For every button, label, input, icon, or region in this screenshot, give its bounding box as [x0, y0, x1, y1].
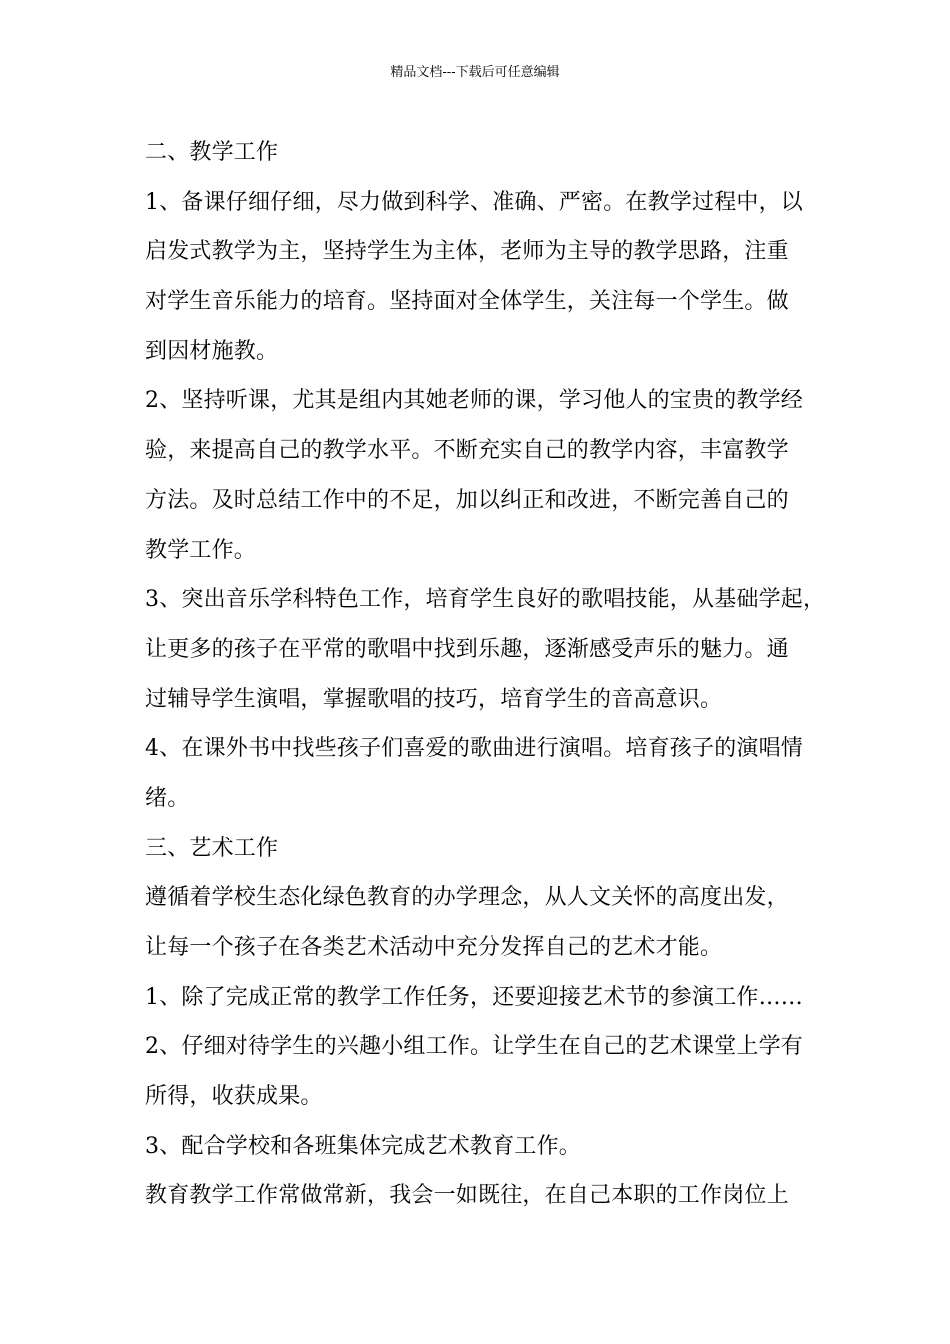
section-heading-teaching: 二、教学工作 — [145, 140, 279, 165]
paragraph-line: 1、除了完成正常的教学工作任务，还要迎接艺术节的参演工作…… — [145, 984, 803, 1010]
paragraph-line: 遵循着学校生态化绿色教育的办学理念，从人文关怀的高度出发， — [145, 885, 789, 911]
paragraph-line: 绪。 — [145, 785, 190, 811]
page-header: 精品文档---下载后可任意编辑 — [390, 65, 560, 80]
paragraph-line: 让每一个孩子在各类艺术活动中充分发挥自己的艺术才能。 — [145, 935, 723, 960]
paragraph-line: 所得，收获成果。 — [145, 1084, 323, 1110]
paragraph-line: 到因材施教。 — [145, 338, 279, 364]
paragraph-line: 验，来提高自己的教学水平。不断充实自己的教学内容，丰富教学 — [145, 438, 789, 464]
paragraph-line: 过辅导学生演唱，掌握歌唱的技巧，培育学生的音高意识。 — [145, 686, 723, 712]
document-body — [145, 128, 826, 1221]
paragraph-line: 教学工作。 — [145, 537, 257, 563]
paragraph-line: 教育教学工作常做常新，我会一如既往，在自己本职的工作岗位上 — [145, 1183, 789, 1209]
paragraph-line: 2、仔细对待学生的兴趣小组工作。让学生在自己的艺术课堂上学有 — [145, 1034, 803, 1060]
paragraph-line: 启发式教学为主，坚持学生为主体，老师为主导的教学思路，注重 — [145, 239, 789, 265]
section-heading-art: 三、艺术工作 — [145, 835, 279, 861]
paragraph-line: 方法。及时总结工作中的不足，加以纠正和改进，不断完善自己的 — [145, 487, 789, 513]
paragraph-line: 让更多的孩子在平常的歌唱中找到乐趣，逐渐感受声乐的魅力。通 — [145, 636, 789, 662]
paragraph-line: 2、坚持听课，尤其是组内其她老师的课，学习他人的宝贵的教学经 — [145, 388, 803, 414]
paragraph-line: 4、在课外书中找些孩子们喜爱的歌曲进行演唱。培育孩子的演唱情 — [145, 736, 803, 762]
paragraph-line: 1、备课仔细仔细，尽力做到科学、准确、严密。在教学过程中，以 — [145, 189, 803, 215]
paragraph-line: 3、突出音乐学科特色工作，培育学生良好的歌唱技能，从基础学起， — [145, 587, 826, 613]
paragraph-line: 3、配合学校和各班集体完成艺术教育工作。 — [145, 1133, 581, 1159]
paragraph-line: 对学生音乐能力的培育。坚持面对全体学生，关注每一个学生。做 — [145, 289, 789, 315]
